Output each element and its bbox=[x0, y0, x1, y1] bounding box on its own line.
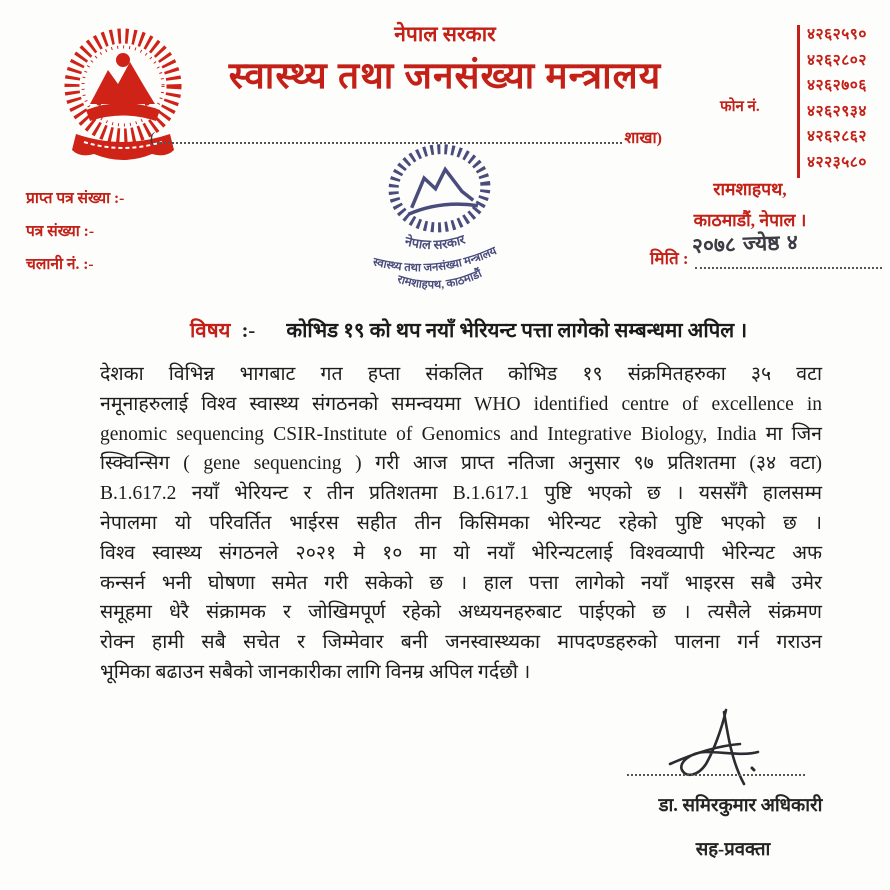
address-line2: काठमाडौं, नेपाल । bbox=[693, 210, 807, 230]
phone-divider-rule bbox=[797, 25, 800, 178]
subject-separator: :- bbox=[241, 320, 256, 342]
branch-dotted-line bbox=[157, 130, 622, 144]
stamp-text-ministry: स्वास्थ्य तथा जनसंख्या मन्त्रालय bbox=[371, 245, 499, 275]
body-line: देशका विभिन्न भागबाट गत हप्ता संकलित कोभिड १९ संक्रमितहरुका ३५ वटा bbox=[100, 364, 822, 385]
date-dotted-line bbox=[695, 253, 882, 269]
body-line: नेपालमा यो परिवर्तित भाईरस सहीत तीन किसिमका भेरिन्यट रहेको पुष्टि भएको छ । bbox=[100, 512, 822, 534]
date-row bbox=[650, 246, 882, 269]
address-block bbox=[628, 174, 872, 236]
dispatch-no-label: चलानी नं. :- bbox=[26, 256, 94, 273]
branch-label: शाखा) bbox=[624, 130, 662, 147]
body-line: समूहमा धेरै संक्रामक र जोखिमपूर्ण रहेको अध्ययनहरुबाट पाईएको छ । त्यसैले संक्रमण bbox=[100, 602, 822, 624]
phone-number: ४२६२९३४ bbox=[807, 102, 867, 120]
phone-number: ४२६२८६२ bbox=[807, 128, 867, 145]
letter-body bbox=[100, 360, 822, 688]
subject-text: कोभिड १९ को थप नयाँ भेरियन्ट पत्ता लागेको सम्बन्धमा अपिल । bbox=[286, 320, 748, 342]
letter-no-label: पत्र संख्या :- bbox=[26, 223, 94, 240]
body-line: स्क्विन्सिग ( gene sequencing ) गरी आज प्राप्त नतिजा अनुसार ९७ प्रतिशतमा (३४ वटा) bbox=[100, 453, 822, 475]
phone-label: फोन नं. bbox=[720, 99, 760, 115]
phone-number-list bbox=[807, 22, 887, 175]
branch-open-paren: ( bbox=[150, 130, 156, 147]
body-line: रोक्न हामी सबै सचेत र जिम्मेवार बनी जनस्वास्थ्यका मापदण्डहरुको पालना गर्न गराउन bbox=[100, 632, 822, 654]
date-label: मिति : bbox=[650, 249, 689, 268]
body-line: भूमिका बढाउन सबैको जानकारीका लागि विनम्र अपिल गर्दछौ । bbox=[100, 661, 531, 683]
branch-line bbox=[150, 126, 662, 148]
office-stamp bbox=[335, 130, 554, 319]
body-line: B.1.617.2 नयाँ भेरियन्ट र तीन प्रतिशतमा B.1.617.1 पुष्टि भएको छ । यससँगै हालसम्म bbox=[100, 483, 822, 505]
received-letter-no-label: प्राप्त पत्र संख्या :- bbox=[26, 190, 125, 207]
phone-number: ४२२३५८० bbox=[807, 153, 867, 171]
phone-number: ४२६२८०२ bbox=[807, 51, 867, 69]
subject-label: विषय bbox=[190, 320, 231, 342]
phone-number: ४२६२७०६ bbox=[807, 77, 867, 94]
signatory-title: सह-प्रवक्ता bbox=[695, 840, 771, 860]
government-title: नेपाल सरकार bbox=[394, 22, 496, 46]
signatory-name: डा. समिरकुमार अधिकारी bbox=[658, 796, 823, 816]
meta-left-block bbox=[26, 182, 124, 281]
signature-dotted-line bbox=[627, 760, 805, 776]
svg-text:नेपाल सरकार bbox=[401, 226, 468, 257]
subject-row bbox=[190, 316, 830, 344]
address-line1: रामशाहपथ, bbox=[713, 179, 787, 199]
handwritten-date: २०७८ ज्येष्ठ ४ bbox=[691, 230, 799, 258]
ministry-title: स्वास्थ्य तथा जनसंख्या मन्त्रालय bbox=[228, 56, 662, 97]
signature-scribble bbox=[648, 706, 788, 798]
stamp-text-government: नेपाल सरकार bbox=[403, 231, 467, 253]
body-line: नमूनाहरुलाई विश्व स्वास्थ्य संगठनको समन्वयमा WHO identified centre of excellence in bbox=[100, 393, 822, 415]
stamp-text-address: रामशाहपथ, काठमाडौं bbox=[395, 267, 484, 292]
body-line: genomic sequencing CSIR-Institute of Genomics and Integrative Biology, India मा जिन bbox=[100, 423, 822, 445]
phone-number: ४२६२५९० bbox=[807, 26, 867, 43]
body-line: कन्सर्न भनी घोषणा समेत गरी सकेको छ । हाल पत्ता लागेको नयाँ भाइरस सबै उमेर bbox=[100, 572, 822, 594]
body-line: विश्व स्वास्थ्य संगठनले २०२१ मे १० मा यो नयाँ भेरिन्यटलाई विश्वव्यापी भेरिन्यट अफ bbox=[100, 542, 822, 564]
